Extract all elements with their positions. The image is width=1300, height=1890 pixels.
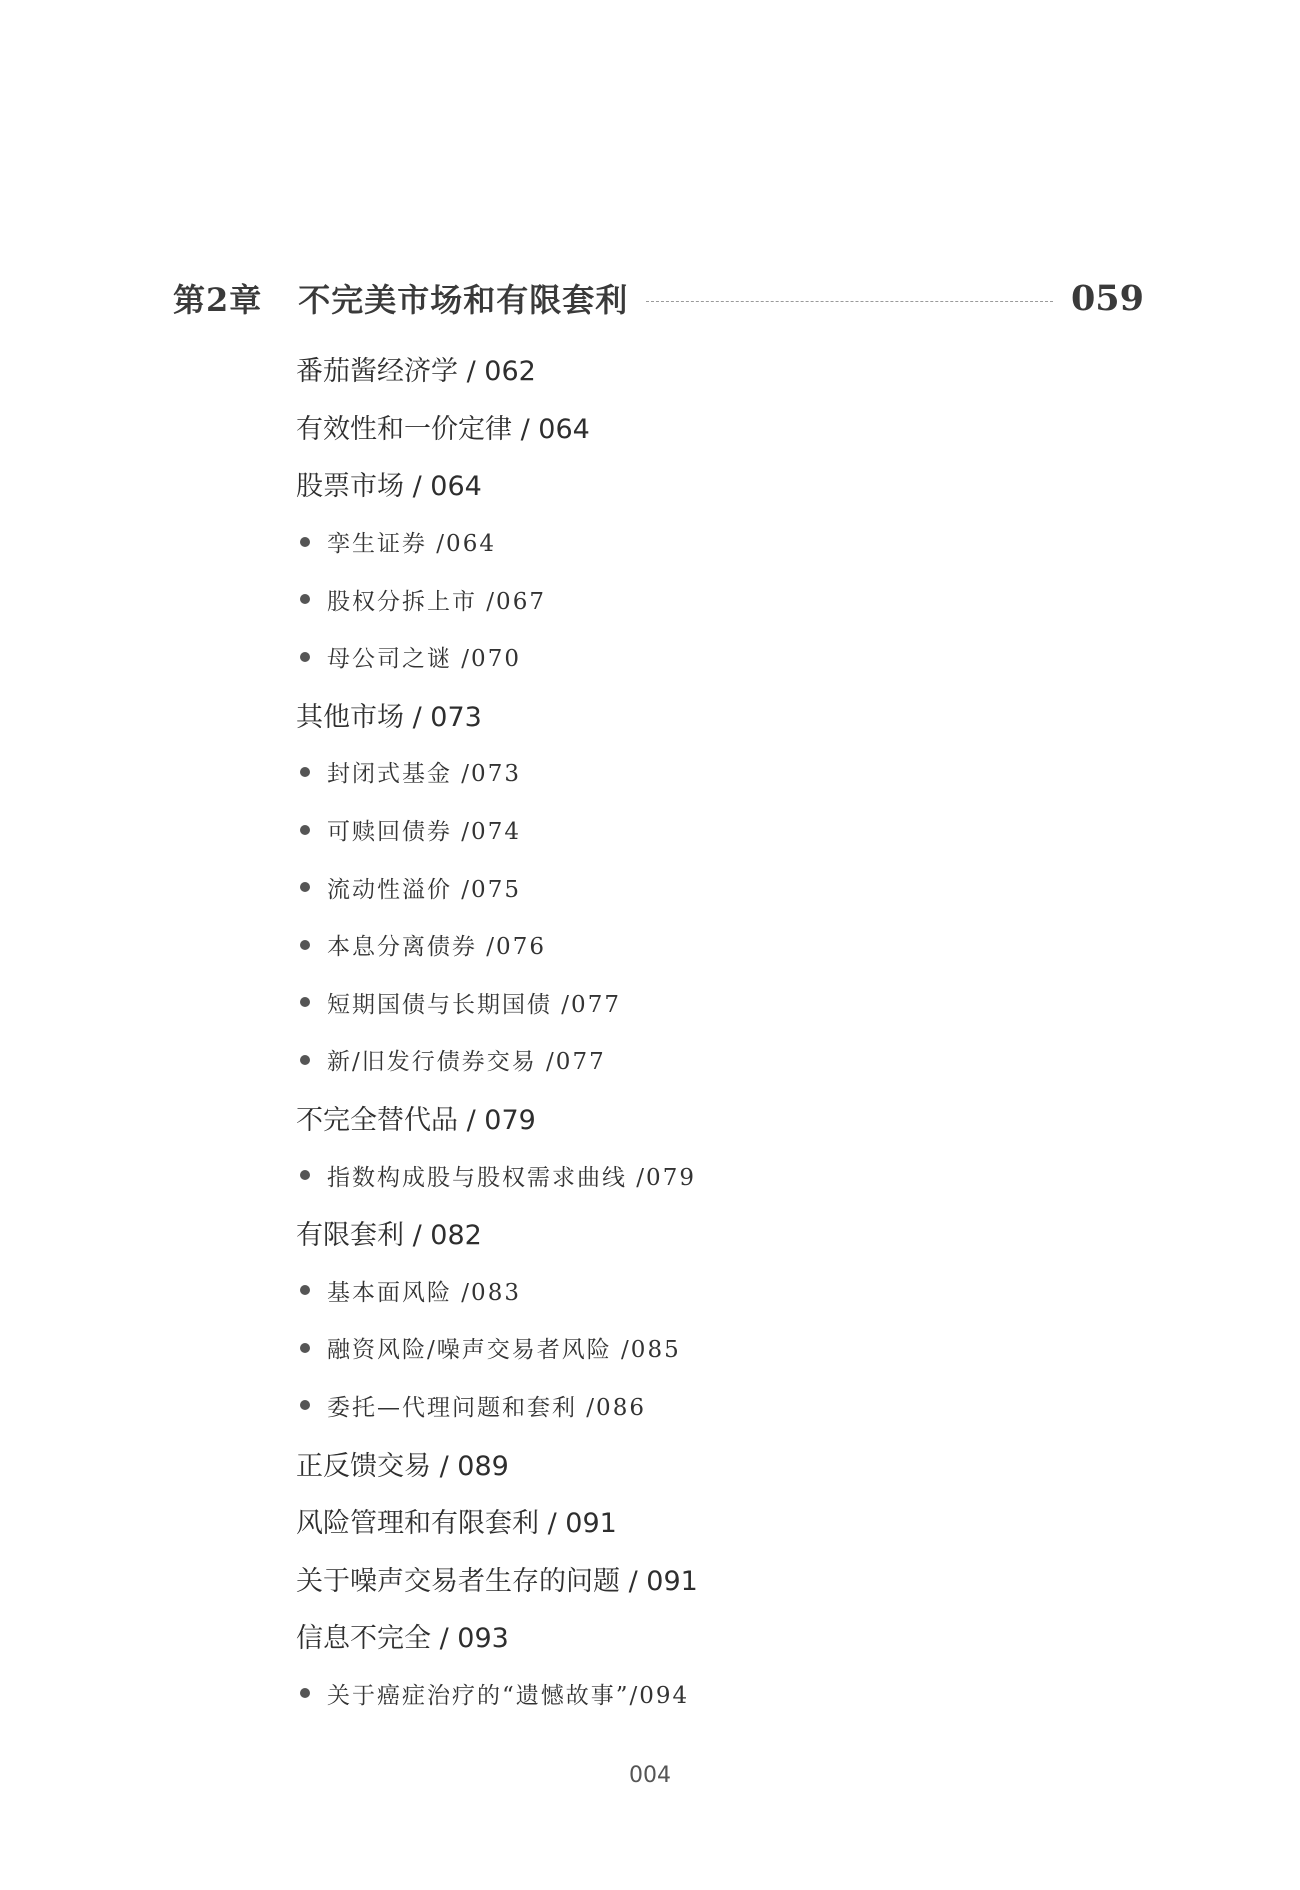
bullet-icon [300,1688,310,1698]
toc-subsection-entry[interactable] [296,570,1196,628]
toc-entry-text: 有效性和一价定律 / 064 [296,413,590,445]
bullet-icon [300,594,310,604]
toc-entry-text: 指数构成股与股权需求曲线 /079 [327,1164,696,1191]
toc-section-entry[interactable] [296,686,1196,744]
toc-subsection-entry[interactable] [296,801,1196,859]
toc-entry-text: 可赎回债券 /074 [327,819,521,846]
toc-subsection-entry[interactable] [296,974,1196,1032]
page-number: 004 [629,1763,671,1788]
toc-entry-text: 基本面风险 /083 [327,1279,521,1306]
chapter-number: 第2章 [173,281,263,319]
bullet-icon [300,1170,310,1180]
toc-subsection-entry[interactable] [296,916,1196,974]
toc-entry-text: 新/旧发行债券交易 /077 [327,1049,606,1076]
toc-subsection-entry[interactable] [296,858,1196,916]
chapter-heading[interactable] [173,270,1144,326]
toc-section-entry[interactable] [296,1089,1196,1147]
toc-section-entry[interactable] [296,1492,1196,1550]
chapter-page-number: 059 [1070,277,1144,319]
toc-entry-text: 关于噪声交易者生存的问题 / 091 [296,1565,698,1597]
toc-subsection-entry[interactable] [296,513,1196,571]
bullet-icon [300,767,310,777]
toc-subsection-entry[interactable] [296,628,1196,686]
toc-entry-text: 番茄酱经济学 / 062 [296,356,536,388]
toc-entry-text: 关于癌症治疗的“遗憾故事”/094 [327,1682,690,1709]
toc-entry-text: 风险管理和有限套利 / 091 [296,1508,617,1540]
toc-section-entry[interactable] [296,340,1196,398]
toc-entry-text: 其他市场 / 073 [296,701,482,733]
toc-entry-text: 股权分拆上市 /067 [327,588,546,615]
toc-subsection-entry[interactable] [296,1377,1196,1435]
toc-entry-text: 母公司之谜 /070 [327,646,521,673]
toc-entry-text: 委托—代理问题和套利 /086 [327,1394,646,1421]
toc-entry-text: 本息分离债券 /076 [327,934,546,961]
toc-section-entry[interactable] [296,1204,1196,1262]
toc-subsection-entry[interactable] [296,1031,1196,1089]
toc-entry-text: 流动性溢价 /075 [327,876,521,903]
chapter-title: 不完美市场和有限套利 [298,281,629,319]
bullet-icon [300,940,310,950]
toc-entry-text: 孪生证券 /064 [327,531,496,558]
bullet-icon [300,825,310,835]
toc-subsection-entry[interactable] [296,1319,1196,1377]
toc-subsection-entry[interactable] [296,1665,1196,1723]
toc-entry-text: 信息不完全 / 093 [296,1623,509,1655]
toc-subsection-entry[interactable] [296,1262,1196,1320]
toc-section-entry[interactable] [296,1434,1196,1492]
bullet-icon [300,652,310,662]
bullet-icon [300,1285,310,1295]
toc-section-entry[interactable] [296,455,1196,513]
bullet-icon [300,537,310,547]
toc-entry-text: 融资风险/噪声交易者风险 /085 [327,1337,681,1364]
toc-entry-text: 封闭式基金 /073 [327,761,521,788]
toc-entry-text: 不完全替代品 / 079 [296,1105,536,1137]
toc-subsection-entry[interactable] [296,1146,1196,1204]
toc-entry-text: 正反馈交易 / 089 [296,1450,509,1482]
table-of-contents [296,340,1196,1722]
toc-entry-text: 股票市场 / 064 [296,471,482,503]
toc-section-entry[interactable] [296,1607,1196,1665]
bullet-icon [300,1055,310,1065]
toc-section-entry[interactable] [296,1549,1196,1607]
bullet-icon [300,1343,310,1353]
toc-section-entry[interactable] [296,398,1196,456]
bullet-icon [300,997,310,1007]
toc-subsection-entry[interactable] [296,743,1196,801]
toc-entry-text: 短期国债与长期国债 /077 [327,991,621,1018]
dotted-leader [646,301,1053,302]
bullet-icon [300,882,310,892]
toc-entry-text: 有限套利 / 082 [296,1220,482,1252]
bullet-icon [300,1400,310,1410]
